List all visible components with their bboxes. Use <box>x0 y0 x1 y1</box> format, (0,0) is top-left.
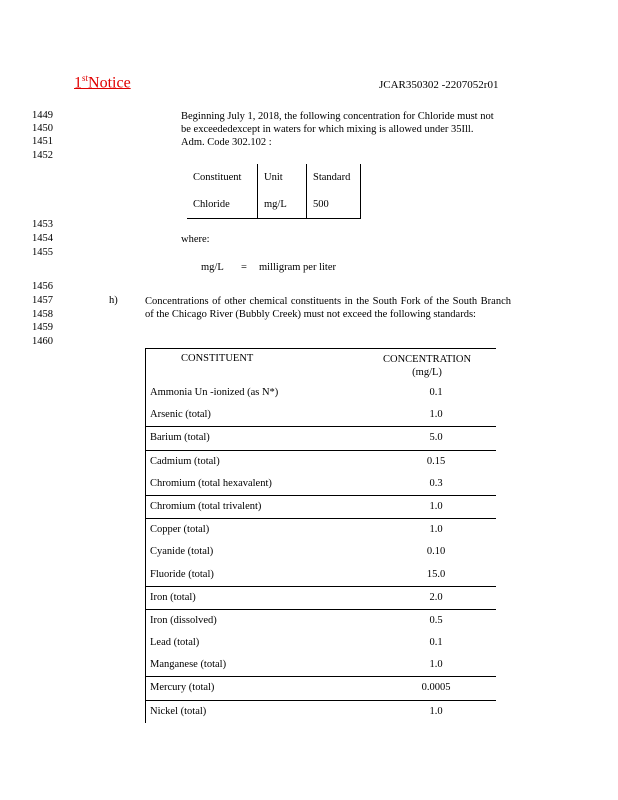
line-number: 1460 <box>32 336 53 347</box>
table-row: Ammonia Un -ionized (as N*) 0.1 <box>150 387 443 398</box>
chloride-table <box>187 164 361 219</box>
table-row: Manganese (total) 1.0 <box>146 654 496 677</box>
line-number: 1453 <box>32 219 53 230</box>
table-row: Fluoride (total) 15.0 <box>146 564 496 587</box>
document-id: JCAR350302 -2207052r01 <box>379 79 499 91</box>
line-number: 1459 <box>32 322 53 333</box>
table-row: Copper (total) 1.0 <box>150 524 443 536</box>
section-label: h) <box>109 295 118 306</box>
line-number: 1458 <box>32 309 53 320</box>
table-row: Iron (total) 2.0 <box>146 587 496 610</box>
line-number: 1455 <box>32 247 53 258</box>
intro-line-2: be exceededexcept in waters for which mixing is allowed under 35Ill. <box>181 124 474 135</box>
line-number: 1450 <box>32 123 53 134</box>
chloride-header-constituent: Constituent <box>187 164 258 191</box>
section-text: Concentrations of other chemical constituents in the South Fork of the South Branch of the Chicago River (Bubbly Creek) must not exceed the following standards: <box>145 296 511 320</box>
definition-eq: = <box>241 262 247 273</box>
header-concentration: CONCENTRATION (mg/L) <box>383 354 472 378</box>
definition-meaning: milligram per liter <box>259 262 336 273</box>
intro-line-1: Beginning July 1, 2018, the following concentration for Chloride must not <box>181 111 494 122</box>
header-constituent: CONSTITUENT <box>181 353 254 364</box>
line-number: 1454 <box>32 233 53 244</box>
line-number: 1449 <box>32 110 53 121</box>
line-number: 1452 <box>32 150 53 161</box>
table-row: Lead (total) 0.1 <box>150 637 443 649</box>
chloride-header-standard: Standard <box>307 164 361 191</box>
table-row: Chromium (total hexavalent) 0.3 <box>146 473 496 496</box>
where-label: where: <box>181 234 210 245</box>
constituents-table-header <box>146 349 496 382</box>
table-row: Cadmium (total) 0.15 <box>150 455 446 467</box>
line-number: 1456 <box>32 281 53 292</box>
table-row: Nickel (total) 1.0 <box>150 705 443 717</box>
chloride-header-unit: Unit <box>258 164 307 191</box>
line-number: 1457 <box>32 295 53 306</box>
intro-line-3: Adm. Code 302.102 : <box>181 137 272 148</box>
table-row: Mercury (total) 0.0005 <box>146 677 496 700</box>
table-row: Arsenic (total) 1.0 <box>146 404 496 427</box>
table-row: Barium (total) 5.0 <box>146 427 496 450</box>
notice-title: 1stNotice <box>74 73 131 92</box>
definition-abbr: mg/L <box>201 262 224 273</box>
line-number: 1451 <box>32 136 53 147</box>
table-row: Chromium (total trivalent) 1.0 <box>146 496 496 519</box>
chloride-cell-unit: mg/L <box>258 191 307 219</box>
chloride-cell-standard: 500 <box>307 191 361 219</box>
chloride-cell-constituent: Chloride <box>187 191 258 219</box>
constituents-table <box>145 348 496 723</box>
table-row: Cyanide (total) 0.10 <box>150 546 446 558</box>
table-row: Iron (dissolved) 0.5 <box>150 614 443 626</box>
